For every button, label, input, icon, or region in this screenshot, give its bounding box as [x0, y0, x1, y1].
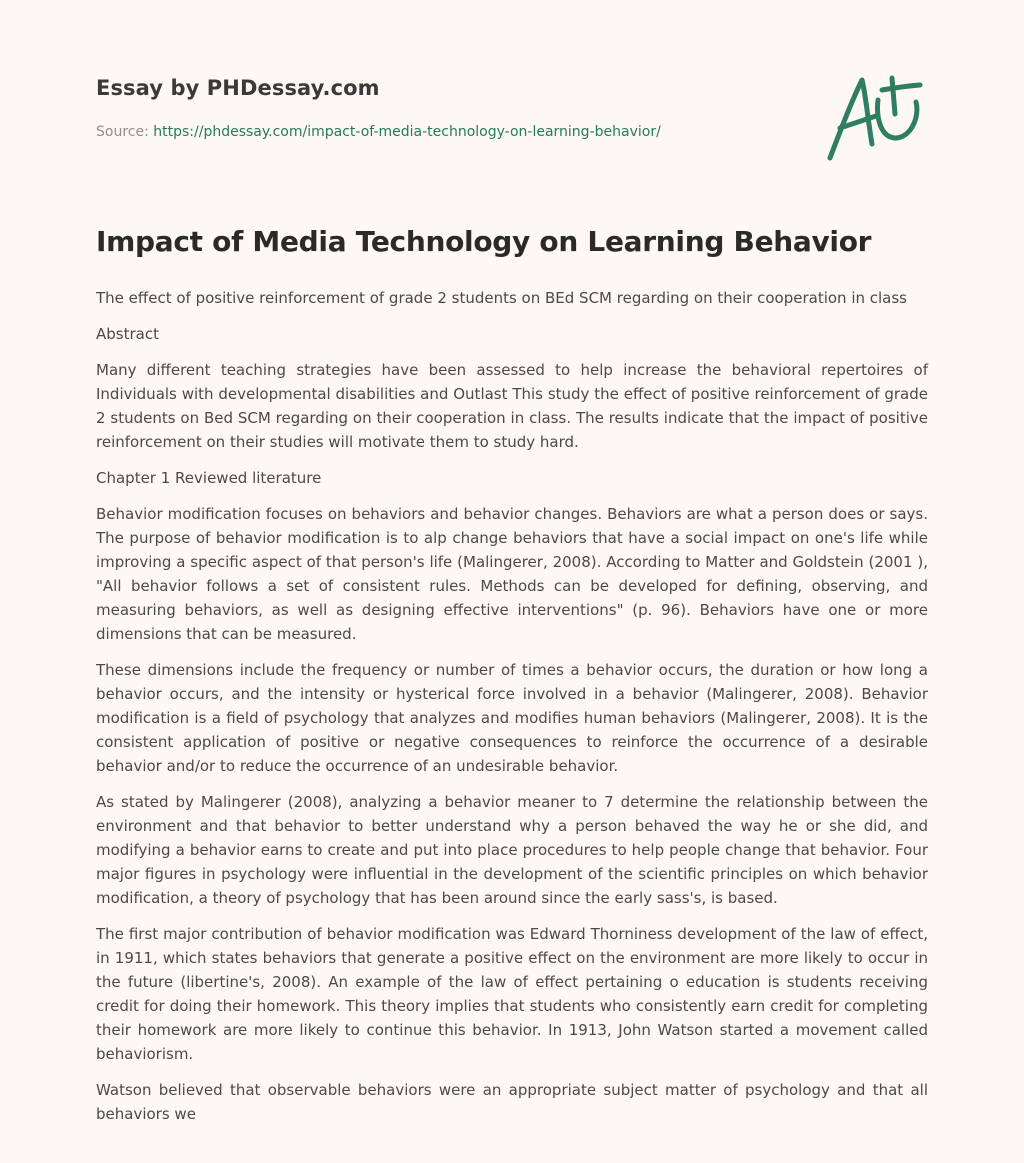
- essay-paragraph: The first major contribution of behavior modification was Edward Thorniness development of the law of effect, in 1911, which states behaviors that generate a positive effect on the environment are more likely to occur in the future (libertine's, 2008). An example of the law of effect pertaining o education is students receiving credit for doing their homework. This theory implies that students who consistently earn credit for completing their homework are more likely to continue this behavior. In 1913, John Watson started a movement called behaviorism.: [96, 925, 928, 1063]
- page-header: [96, 76, 928, 140]
- essay-paragraph: Many different teaching strategies have been assessed to help increase the behavioral repertoires of Individuals with developmental disabilities and Outlast This study the effect of positive reinforcement of grade 2 students on Bed SCM regarding on their cooperation in class. The results indicate that the impact of positive reinforcement on their studies will motivate them to study hard.: [96, 361, 928, 451]
- essay-paragraph: As stated by Malingerer (2008), analyzing a behavior meaner to 7 determine the relationship between the environment and that behavior to better understand why a person behaved the way he or she did, and modifying a behavior earns to create and put into place procedures to help people change that behavior. Four major figures in psychology were influential in the development of the scientific principles on which behavior modification, a theory of psychology that has been around since the early sass's, is based.: [96, 793, 928, 907]
- source-link[interactable]: https://phdessay.com/impact-of-media-technology-on-learning-behavior/: [153, 124, 661, 140]
- brand-title: Essay by PHDessay.com: [96, 76, 380, 100]
- a-plus-logo-icon: [820, 66, 930, 166]
- essay-paragraph: The effect of positive reinforcement of grade 2 students on BEd SCM regarding on their cooperation in class: [96, 289, 907, 307]
- abstract-heading: Abstract: [96, 325, 159, 343]
- essay-paragraph: Watson believed that observable behaviors were an appropriate subject matter of psychology and that all behaviors we: [96, 1081, 928, 1123]
- essay-paragraph: These dimensions include the frequency or number of times a behavior occurs, the duration or how long a behavior occurs, and the intensity or hysterical force involved in a behavior (Malingerer, 2008). Behavior modification is a field of psychology that analyzes and modifies human behaviors (Malingerer, 2008). It is the consistent application of positive or negative consequences to reinforce the occurrence of a desirable behavior and/or to reduce the occurrence of an undesirable behavior.: [96, 661, 928, 775]
- essay-paragraph: Behavior modification focuses on behaviors and behavior changes. Behaviors are what a person does or says. The purpose of behavior modification is to alp change behaviors that have a social impact on one's life while improving a specific aspect of that person's life (Malingerer, 2008). According to Matter and Goldstein (2001 ), "All behavior follows a set of consistent rules. Methods can be developed for defining, observing, and measuring behaviors, as well as designing effective interventions" (p. 96). Behaviors have one or more dimensions that can be measured.: [96, 505, 928, 643]
- source-label: Source:: [96, 124, 149, 140]
- source-line: [96, 124, 661, 140]
- essay-title: Impact of Media Technology on Learning Behavior: [96, 225, 872, 258]
- chapter-heading: Chapter 1 Reviewed literature: [96, 469, 322, 487]
- essay-body: [96, 286, 928, 1138]
